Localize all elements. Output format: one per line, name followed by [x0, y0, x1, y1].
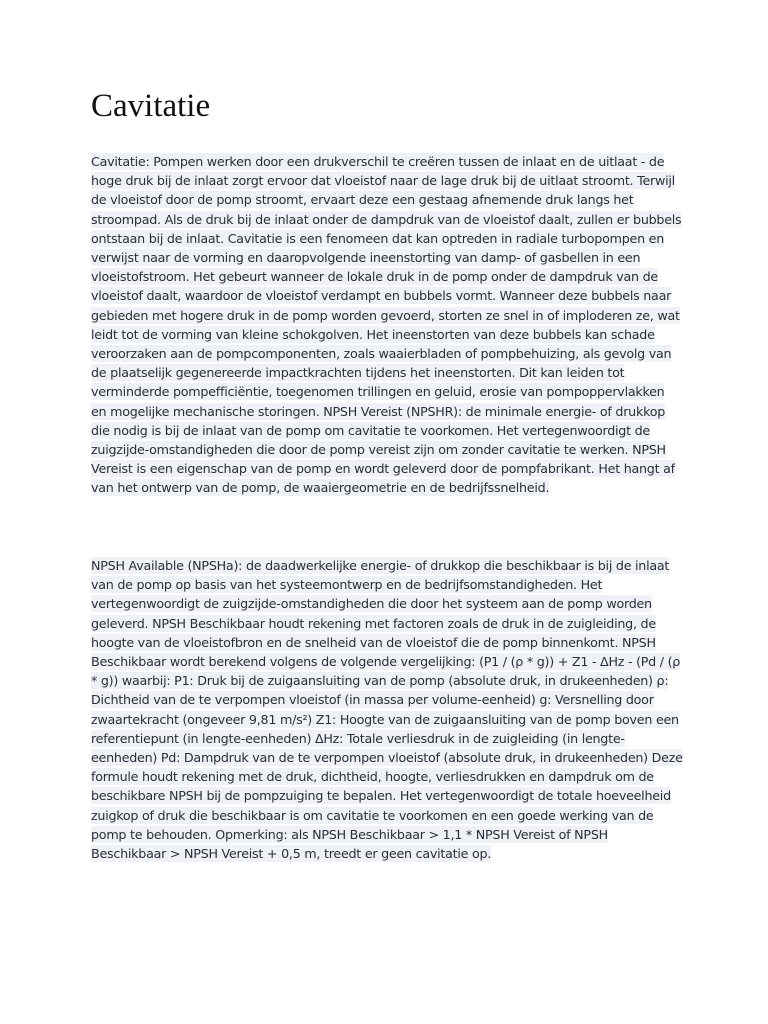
body-paragraph-cavitation: [91, 152, 683, 498]
paragraph-text: NPSH Available (NPSHa): de daadwerkelijke energie- of drukkop die beschikbaar is bij de inlaat van de pomp op basis van het systeemontwerp en de bedrijfsomstandigheden. Het vertegenwoordigt de zuigzijde-omstandigheden die door het systeem aan de pomp worden geleverd. NPSH Beschikbaar houdt rekening met factoren zoals de druk in de zuigleiding, de hoogte van de vloeistofbron en de snelheid van de vloeistof die de pomp binnenkomt. NPSH Beschikbaar wordt berekend volgens de volgende vergelijking: (P1 / (ρ * g)) + Z1 - ΔHz - (Pd / (ρ * g)) waarbij: P1: Druk bij de zuigaansluiting van de pomp (absolute druk, in drukeenheden) ρ: Dichtheid van de te verpompen vloeistof (in massa per volume-eenheid) g: Versnelling door zwaartekracht (ongeveer 9,81 m/s²) Z1: Hoogte van de zuigaansluiting van de pomp boven een referentiepunt (in lengte-eenheden) ΔHz: Totale verliesdruk in de zuigleiding (in lengte-eenheden) Pd: Dampdruk van de te verpompen vloeistof (absolute druk, in drukeenheden) Deze formule houdt rekening met de druk, dichtheid, hoogte, verliesdrukken en dampdruk om de beschikbare NPSH bij de pompzuiging te bepalen. Het vertegenwoordigt de totale hoeveelheid zuigkop of druk die beschikbaar is om cavitatie te voorkomen en een goede werking van de pomp te behouden. Opmerking: als NPSH Beschikbaar > 1,1 * NPSH Vereist of NPSH Beschikbaar > NPSH Vereist + 0,5 m, treedt er geen cavitatie op.: [91, 558, 683, 862]
body-paragraph-npsh-available: [91, 556, 683, 863]
document-title: Cavitatie: [91, 88, 211, 124]
paragraph-text: Cavitatie: Pompen werken door een drukverschil te creëren tussen de inlaat en de uitlaat - de hoge druk bij de inlaat zorgt ervoor dat vloeistof naar de lage druk bij de uitlaat stroomt. Terwijl de vloeistof door de pomp stroomt, ervaart deze een gestaag afnemende druk langs het stroompad. Als de druk bij de inlaat onder de dampdruk van de vloeistof daalt, zullen er bubbels ontstaan bij de inlaat. Cavitatie is een fenomeen dat kan optreden in radiale turbopompen en verwijst naar de vorming en daaropvolgende ineenstorting van damp- of gasbellen in een vloeistofstroom. Het gebeurt wanneer de lokale druk in de pomp onder de dampdruk van de vloeistof daalt, waardoor de vloeistof verdampt en bubbels vormt. Wanneer deze bubbels naar gebieden met hogere druk in de pomp worden gevoerd, storten ze snel in of imploderen ze, wat leidt tot de vorming van kleine schokgolven. Het ineenstorten van deze bubbels kan schade veroorzaken aan de pompcomponenten, zoals waaierbladen of pompbehuizing, als gevolg van de plaatselijk gegenereerde impactkrachten tijdens het ineenstorten. Dit kan leiden tot verminderde pompefficiëntie, toegenomen trillingen en geluid, erosie van pompoppervlakken en mogelijke mechanische storingen. NPSH Vereist (NPSHR): de minimale energie- of drukkop die nodig is bij de inlaat van de pomp om cavitatie te voorkomen. Het vertegenwoordigt de zuigzijde-omstandigheden die door de pomp vereist zijn om zonder cavitatie te werken. NPSH Vereist is een eigenschap van de pomp en wordt geleverd door de pompfabrikant. Het hangt af van het ontwerp van de pomp, de waaiergeometrie en de bedrijfssnelheid.: [91, 154, 682, 496]
